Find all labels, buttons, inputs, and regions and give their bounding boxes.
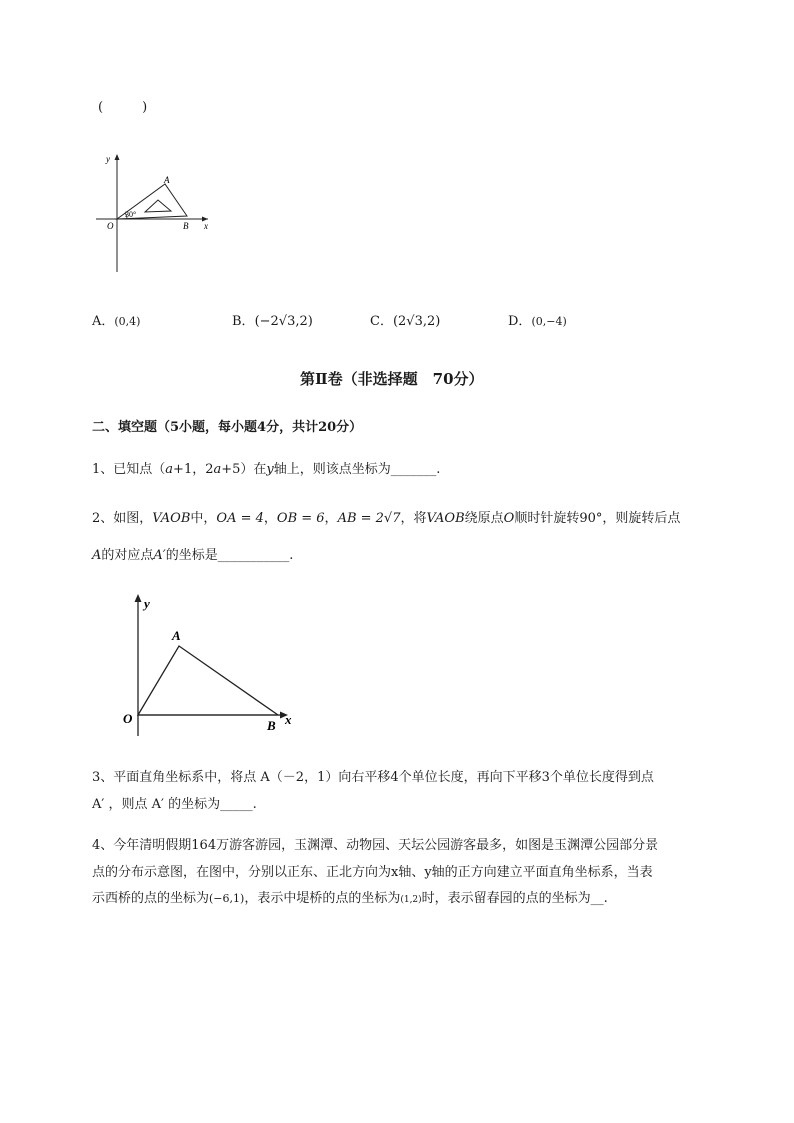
question-4-line-2: 点的分布示意图，在图中，分别以正东、正北方向为x轴、y轴的正方向建立平面直角坐标系，当表 — [92, 865, 653, 880]
triangle-aob-figure — [112, 588, 302, 738]
point-a-label: A — [172, 628, 181, 643]
point-b-label: B — [183, 221, 189, 231]
question-3-line-1: 3、平面直角坐标系中，将点 A（－2，1）向右平移4个单位长度，再向下平移3个单位长度得到点 — [92, 770, 654, 785]
option-d: D．(0,−4) — [508, 314, 567, 329]
part-header: 二、填空题（5小题，每小题4分，共计20分） — [92, 420, 363, 435]
question-1: 1、已知点（a+1，2a+5）在y轴上，则该点坐标为_______. — [92, 462, 441, 477]
section-title: 第Ⅱ卷（非选择题 70分） — [300, 370, 484, 388]
option-b: B．(−2√3,2) — [232, 314, 313, 329]
angle-label: 30° — [125, 210, 137, 219]
point-b-label: B — [267, 718, 276, 733]
option-c: C．(2√3,2) — [370, 314, 441, 329]
y-axis-label: y — [106, 154, 110, 164]
question-2-line-2: A的对应点A′的坐标是___________. — [92, 548, 294, 563]
question-3-line-2: A′ ，则点 A′ 的坐标为_____. — [92, 797, 257, 812]
point-a-label: A — [164, 175, 170, 185]
option-a: A．(0,4) — [92, 314, 141, 329]
x-axis-label: x — [204, 221, 208, 231]
question-4-line-1: 4、今年清明假期164万游客游园，玉渊潭、动物园、天坛公园游客最多，如图是玉渊潭公园部分景 — [92, 838, 659, 853]
x-axis-label: x — [285, 712, 292, 727]
origin-label: O — [123, 711, 133, 726]
answer-parentheses: ( ) — [98, 100, 148, 115]
question-4-line-3: 示西桥的点的坐标为(−6,1)，表示中堤桥的点的坐标为(1,2)时，表示留春园的点的坐标为__. — [92, 891, 608, 906]
y-axis-label: y — [144, 596, 150, 611]
triangle-30-degree-figure — [92, 150, 222, 275]
question-2-line-1: 2、如图，VAOB中，OA = 4，OB = 6，AB = 2√7，将VAOB绕原点O顺时针旋转90°，则旋转后点 — [92, 511, 681, 526]
origin-label: O — [107, 221, 114, 231]
